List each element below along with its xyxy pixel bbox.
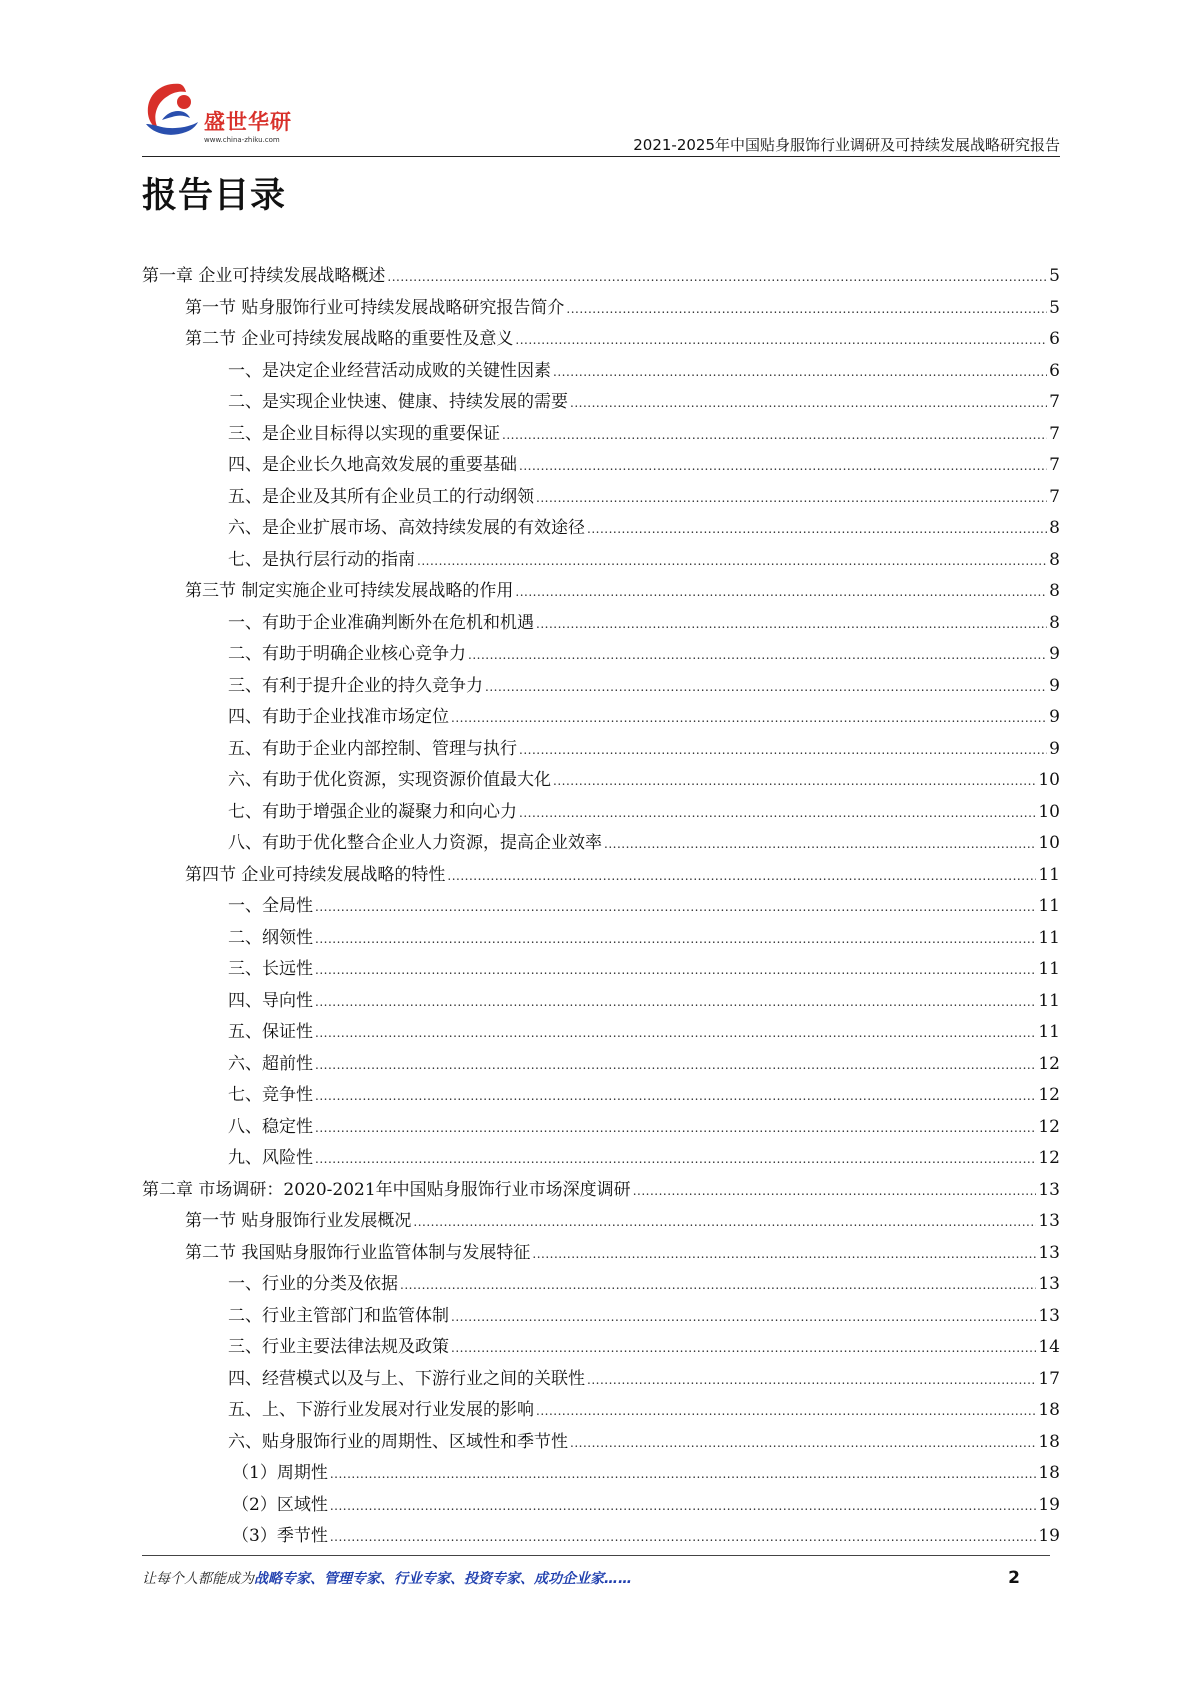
toc-entry[interactable] (142, 954, 1060, 986)
toc-entry-title: 第一章 企业可持续发展战略概述 (142, 266, 386, 286)
toc-entry-title: 三、长远性 (228, 959, 313, 979)
toc-entry[interactable] (142, 986, 1060, 1018)
toc-entry[interactable] (142, 734, 1060, 766)
toc-entry[interactable] (142, 1017, 1060, 1049)
toc-entry-title: 五、上、下游行业发展对行业发展的影响 (228, 1400, 534, 1420)
toc-leader-dots (315, 1018, 1036, 1050)
toc-entry-title: （2）区域性 (232, 1494, 328, 1515)
toc-entry-title: （3）季节性 (232, 1526, 328, 1546)
toc-entry-page: 12 (1038, 1148, 1060, 1168)
toc-leader-dots (315, 892, 1036, 924)
toc-entry[interactable] (142, 1175, 1060, 1207)
toc-leader-dots (451, 1333, 1036, 1365)
logo-name: 盛世华研 (204, 110, 292, 134)
toc-leader-dots (553, 766, 1036, 798)
toc-leader-dots (315, 955, 1036, 987)
toc-leader-dots (536, 483, 1047, 515)
toc-entry[interactable] (142, 923, 1060, 955)
toc-entry-title: 第二章 市场调研：2020-2021年中国贴身服饰行业市场深度调研 (142, 1179, 631, 1200)
toc-entry[interactable] (142, 1080, 1060, 1112)
toc-entry[interactable] (142, 1049, 1060, 1081)
toc-entry-page: 13 (1038, 1242, 1060, 1263)
toc-leader-dots (417, 546, 1047, 578)
toc-entry-page: 7 (1049, 392, 1060, 412)
toc-entry[interactable] (142, 671, 1060, 703)
toc-entry-title: 一、行业的分类及依据 (228, 1274, 398, 1294)
toc-leader-dots (519, 451, 1047, 483)
toc-leader-dots (451, 1302, 1036, 1334)
toc-entry-title: 第三节 制定实施企业可持续发展战略的作用 (185, 581, 514, 601)
toc-entry-page: 9 (1049, 738, 1060, 759)
toc-entry-title: 四、是企业长久地高效发展的重要基础 (228, 455, 517, 475)
toc-leader-dots (485, 672, 1047, 704)
toc-entry[interactable] (142, 545, 1060, 577)
toc-entry-page: 11 (1038, 990, 1060, 1011)
toc-entry-title: 一、是决定企业经营活动成败的关键性因素 (228, 360, 551, 381)
toc-entry-page: 7 (1049, 486, 1060, 507)
footer-divider (142, 1555, 1050, 1556)
toc-entry[interactable] (142, 387, 1060, 419)
toc-entry[interactable] (142, 1238, 1060, 1270)
toc-entry-title: 二、有助于明确企业核心竞争力 (228, 644, 466, 664)
toc-leader-dots (387, 262, 1047, 294)
toc-entry[interactable] (142, 1301, 1060, 1333)
toc-leader-dots (315, 987, 1036, 1019)
toc-leader-dots (515, 577, 1047, 609)
toc-entry-page: 13 (1038, 1305, 1060, 1326)
toc-entry[interactable] (142, 608, 1060, 640)
toc-leader-dots (553, 357, 1047, 389)
toc-entry-title: 一、全局性 (228, 896, 313, 916)
toc-entry[interactable] (142, 1364, 1060, 1396)
toc-leader-dots (468, 640, 1047, 672)
toc-leader-dots (566, 294, 1047, 326)
toc-entry[interactable] (142, 765, 1060, 797)
toc-entry[interactable] (142, 261, 1060, 293)
toc-entry-page: 6 (1049, 329, 1060, 349)
toc-entry-title: 四、导向性 (228, 990, 313, 1011)
toc-entry-page: 11 (1038, 896, 1060, 916)
toc-entry-page: 18 (1038, 1463, 1060, 1483)
toc-entry[interactable] (142, 576, 1060, 608)
toc-entry-page: 7 (1049, 423, 1060, 444)
toc-leader-dots (413, 1207, 1036, 1239)
toc-entry-page: 9 (1049, 707, 1060, 727)
toc-entry-page: 10 (1038, 770, 1060, 790)
toc-entry-title: 六、贴身服饰行业的周期性、区域性和季节性 (228, 1431, 568, 1452)
toc-entry-title: 三、是企业目标得以实现的重要保证 (228, 423, 500, 444)
toc-entry-title: 二、是实现企业快速、健康、持续发展的需要 (228, 392, 568, 412)
toc-leader-dots (519, 798, 1036, 830)
toc-entry-title: 第一节 贴身服饰行业发展概况 (185, 1211, 412, 1231)
toc-entry[interactable] (142, 293, 1060, 325)
toc-leader-dots (330, 1459, 1037, 1491)
toc-entry-title: 六、是企业扩展市场、高效持续发展的有效途径 (228, 518, 585, 538)
toc-leader-dots (570, 388, 1047, 420)
toc-leader-dots (315, 1081, 1036, 1113)
toc-entry-page: 12 (1038, 1053, 1060, 1074)
toc-entry-title: 第一节 贴身服饰行业可持续发展战略研究报告简介 (185, 297, 565, 318)
document-title: 2021-2025年中国贴身服饰行业调研及可持续发展战略研究报告 (633, 136, 1060, 154)
toc-leader-dots (532, 1239, 1036, 1271)
toc-entry-page: 9 (1049, 675, 1060, 696)
toc-entry-title: 七、竞争性 (228, 1085, 313, 1105)
toc-entry-page: 11 (1038, 927, 1060, 948)
toc-entry[interactable] (142, 860, 1060, 892)
toc-entry-page: 12 (1038, 1085, 1060, 1105)
toc-leader-dots (519, 735, 1047, 767)
logo-emblem-icon (140, 80, 202, 142)
toc-entry-page: 9 (1049, 644, 1060, 664)
toc-leader-dots (315, 924, 1036, 956)
toc-entry-page: 8 (1049, 549, 1060, 570)
toc-leader-dots (633, 1176, 1037, 1208)
toc-entry-title: 四、有助于企业找准市场定位 (228, 707, 449, 727)
page-title: 报告目录 (142, 176, 287, 216)
toc-leader-dots (330, 1522, 1037, 1554)
toc-entry-title: （1）周期性 (232, 1463, 328, 1483)
page-footer (142, 1568, 1020, 1592)
toc-entry-page: 19 (1038, 1526, 1060, 1546)
toc-entry-page: 19 (1038, 1494, 1060, 1515)
toc-entry-title: 四、经营模式以及与上、下游行业之间的关联性 (228, 1368, 585, 1389)
toc-entry[interactable] (142, 639, 1060, 671)
toc-entry-title: 五、保证性 (228, 1022, 313, 1042)
toc-entry[interactable] (142, 1521, 1060, 1553)
footer-slogan-lead: 让每个人都能成为 (142, 1571, 254, 1587)
toc-entry[interactable] (142, 1112, 1060, 1144)
toc-leader-dots (400, 1270, 1036, 1302)
toc-entry-title: 三、有利于提升企业的持久竞争力 (228, 675, 483, 696)
toc-entry-title: 五、是企业及其所有企业员工的行动纲领 (228, 486, 534, 507)
toc-entry[interactable] (142, 1206, 1060, 1238)
toc-entry[interactable] (142, 1395, 1060, 1427)
toc-entry-page: 18 (1038, 1400, 1060, 1420)
toc-leader-dots (570, 1428, 1036, 1460)
toc-leader-dots (502, 420, 1047, 452)
company-logo (140, 80, 310, 150)
toc-entry[interactable] (142, 1458, 1060, 1490)
toc-entry[interactable] (142, 702, 1060, 734)
page-header (0, 0, 1191, 165)
toc-entry[interactable] (142, 828, 1060, 860)
toc-entry-page: 7 (1049, 455, 1060, 475)
toc-entry-page: 12 (1038, 1116, 1060, 1137)
toc-entry[interactable] (142, 1269, 1060, 1301)
toc-leader-dots (604, 829, 1036, 861)
header-divider (142, 156, 1060, 157)
toc-leader-dots (451, 703, 1047, 735)
page-number: 2 (1008, 1568, 1020, 1588)
toc-leader-dots (330, 1491, 1037, 1523)
toc-entry-title: 八、稳定性 (228, 1116, 313, 1137)
toc-entry-page: 13 (1038, 1179, 1060, 1200)
toc-leader-dots (515, 325, 1047, 357)
toc-entry[interactable] (142, 891, 1060, 923)
toc-entry-title: 第二节 企业可持续发展战略的重要性及意义 (185, 329, 514, 349)
toc-entry-page: 8 (1049, 581, 1060, 601)
toc-entry-title: 第二节 我国贴身服饰行业监管体制与发展特征 (185, 1242, 531, 1263)
toc-entry-title: 一、有助于企业准确判断外在危机和机遇 (228, 612, 534, 633)
toc-entry[interactable] (142, 1143, 1060, 1175)
footer-slogan-roles: 战略专家、管理专家、行业专家、投资专家、成功企业家…… (254, 1571, 632, 1587)
toc-leader-dots (536, 1396, 1036, 1428)
toc-entry-title: 七、是执行层行动的指南 (228, 549, 415, 570)
logo-url: www.china-zhiku.com (204, 136, 280, 144)
toc-entry[interactable] (142, 450, 1060, 482)
toc-entry-page: 8 (1049, 518, 1060, 538)
toc-entry-title: 七、有助于增强企业的凝聚力和向心力 (228, 801, 517, 822)
toc-entry[interactable] (142, 1490, 1060, 1522)
toc-entry-page: 5 (1049, 266, 1060, 286)
toc-entry[interactable] (142, 324, 1060, 356)
toc-entry[interactable] (142, 482, 1060, 514)
toc-entry-title: 二、行业主管部门和监管体制 (228, 1305, 449, 1326)
toc-entry-page: 13 (1038, 1274, 1060, 1294)
toc-entry-page: 6 (1049, 360, 1060, 381)
toc-leader-dots (587, 514, 1047, 546)
toc-entry[interactable] (142, 797, 1060, 829)
toc-entry[interactable] (142, 513, 1060, 545)
toc-entry-page: 10 (1038, 833, 1060, 853)
toc-entry-page: 5 (1049, 297, 1060, 318)
toc-entry-title: 九、风险性 (228, 1148, 313, 1168)
toc-entry-title: 三、行业主要法律法规及政策 (228, 1337, 449, 1357)
toc-entry[interactable] (142, 356, 1060, 388)
toc-entry-page: 10 (1038, 801, 1060, 822)
toc-entry[interactable] (142, 1427, 1060, 1459)
toc-entry-page: 14 (1038, 1337, 1060, 1357)
toc-leader-dots (536, 609, 1047, 641)
toc-leader-dots (315, 1113, 1036, 1145)
toc-entry-title: 八、有助于优化整合企业人力资源，提高企业效率 (228, 833, 602, 853)
toc-leader-dots (315, 1050, 1036, 1082)
toc-entry-page: 13 (1038, 1211, 1060, 1231)
toc-entry-title: 第四节 企业可持续发展战略的特性 (185, 864, 446, 885)
toc-leader-dots (315, 1144, 1036, 1176)
toc-entry-title: 六、超前性 (228, 1053, 313, 1074)
toc-entry-page: 11 (1038, 1022, 1060, 1042)
toc-leader-dots (587, 1365, 1036, 1397)
toc-entry[interactable] (142, 419, 1060, 451)
toc-entry-page: 17 (1038, 1368, 1060, 1389)
table-of-contents (142, 261, 1060, 1553)
toc-entry-page: 11 (1038, 959, 1060, 979)
toc-entry-page: 11 (1038, 864, 1060, 885)
toc-entry-title: 二、纲领性 (228, 927, 313, 948)
toc-entry-page: 18 (1038, 1431, 1060, 1452)
toc-entry[interactable] (142, 1332, 1060, 1364)
toc-entry-title: 六、有助于优化资源，实现资源价值最大化 (228, 770, 551, 790)
toc-leader-dots (447, 861, 1036, 893)
toc-entry-title: 五、有助于企业内部控制、管理与执行 (228, 738, 517, 759)
toc-entry-page: 8 (1049, 612, 1060, 633)
